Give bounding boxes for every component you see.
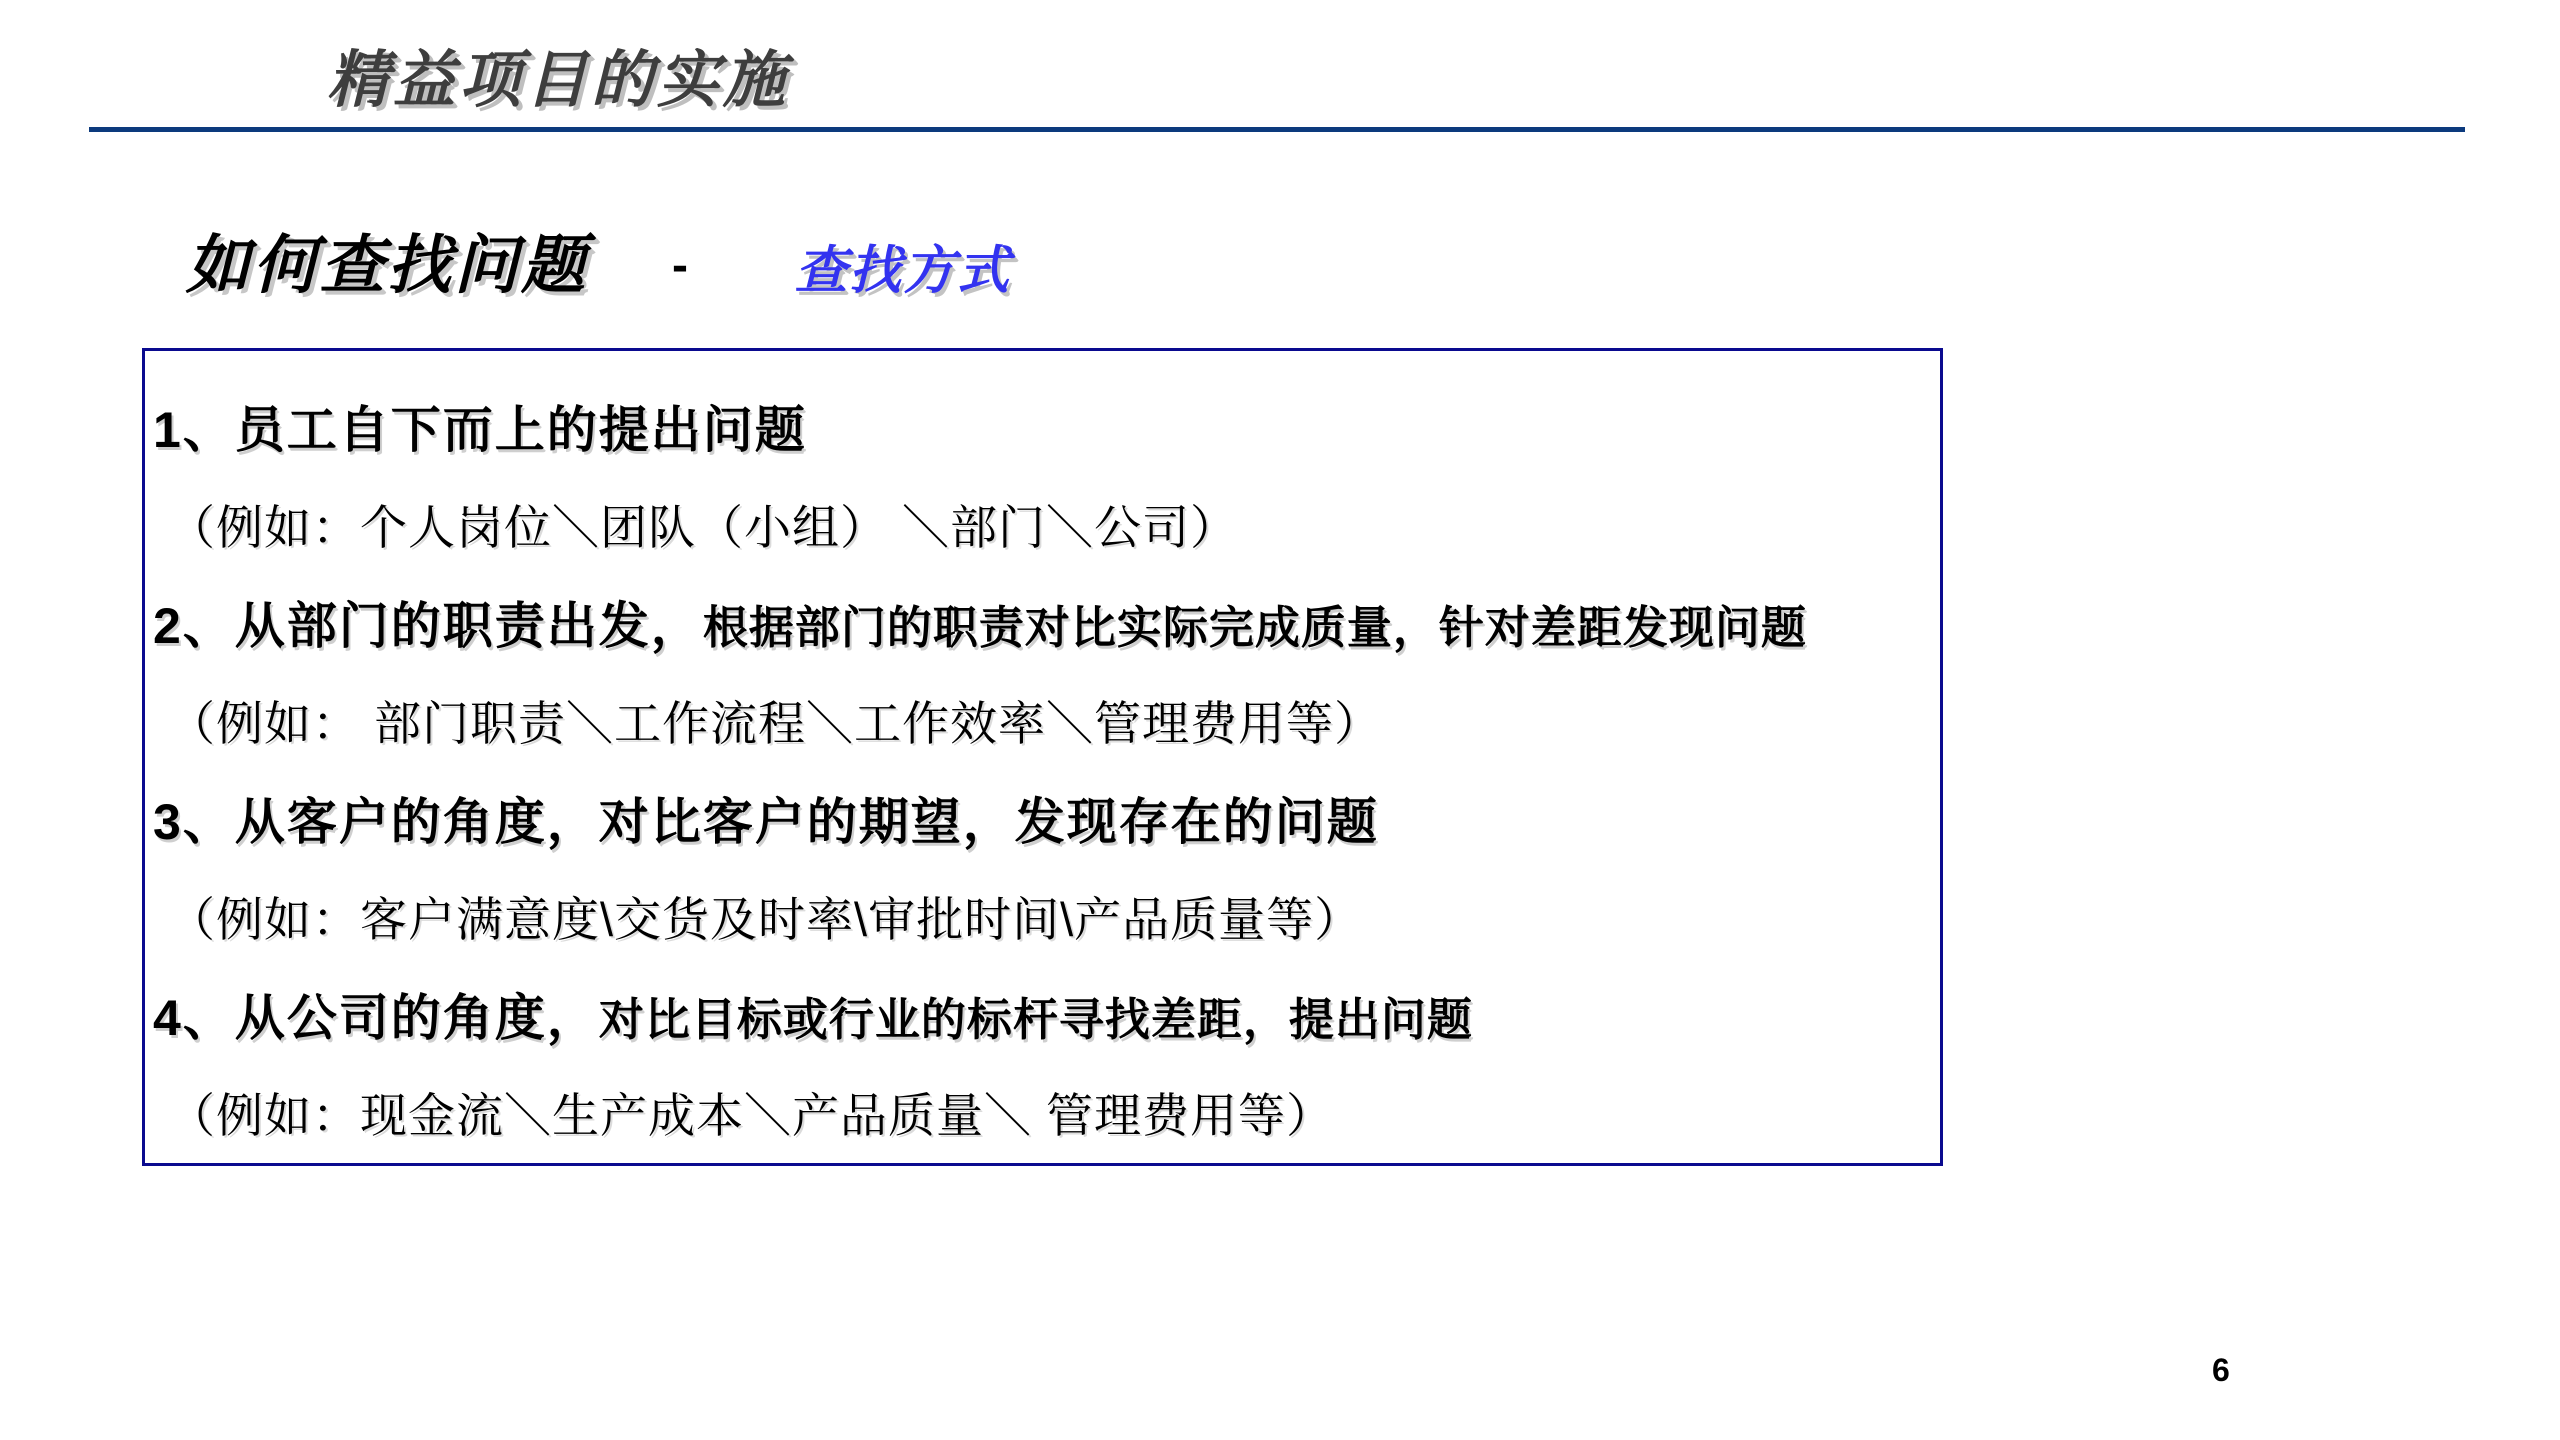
item-example-text: （例如： 部门职责＼工作流程＼工作效率＼管理费用等）: [168, 697, 1383, 750]
slide-header-title: 精益项目的实施: [327, 46, 790, 115]
list-item-title: [145, 577, 1940, 675]
list-item-example: [145, 479, 1940, 577]
item-title-lead: 4、从公司的角度，: [153, 990, 599, 1046]
list-item-example: [145, 675, 1940, 773]
page-number: 6: [2212, 1352, 2230, 1388]
item-example-text: （例如：客户满意度\交货及时率\审批时间\产品质量等）: [168, 893, 1363, 946]
item-title-tail: 根据部门的职责对比实际完成质量，针对差距发现问题: [702, 602, 1807, 653]
heading-dash: -: [672, 239, 688, 292]
list-item-title: [145, 381, 1940, 479]
list-item-title: [145, 969, 1940, 1067]
item-title-lead: 3、从客户的角度，对比客户的期望，发现存在的问题: [153, 794, 1379, 850]
item-title-lead: 2、从部门的职责出发，: [153, 598, 703, 654]
section-heading: 如何查找问题: [186, 229, 588, 301]
item-title-lead: 1、员工自下而上的提出问题: [153, 402, 807, 458]
header-divider-line: [89, 127, 2465, 132]
item-example-text: （例如：个人岗位＼团队（小组） ＼部门＼公司）: [168, 501, 1239, 554]
item-example-text: （例如：现金流＼生产成本＼产品质量＼ 管理费用等）: [168, 1089, 1335, 1142]
list-item-example: [145, 871, 1940, 969]
list-item-title: [145, 773, 1940, 871]
item-title-tail: 对比目标或行业的标杆寻找差距，提出问题: [598, 994, 1473, 1045]
heading-highlight: 查找方式: [795, 242, 1012, 300]
list-item-example: [145, 1067, 1940, 1165]
content-box: [142, 348, 1943, 1166]
